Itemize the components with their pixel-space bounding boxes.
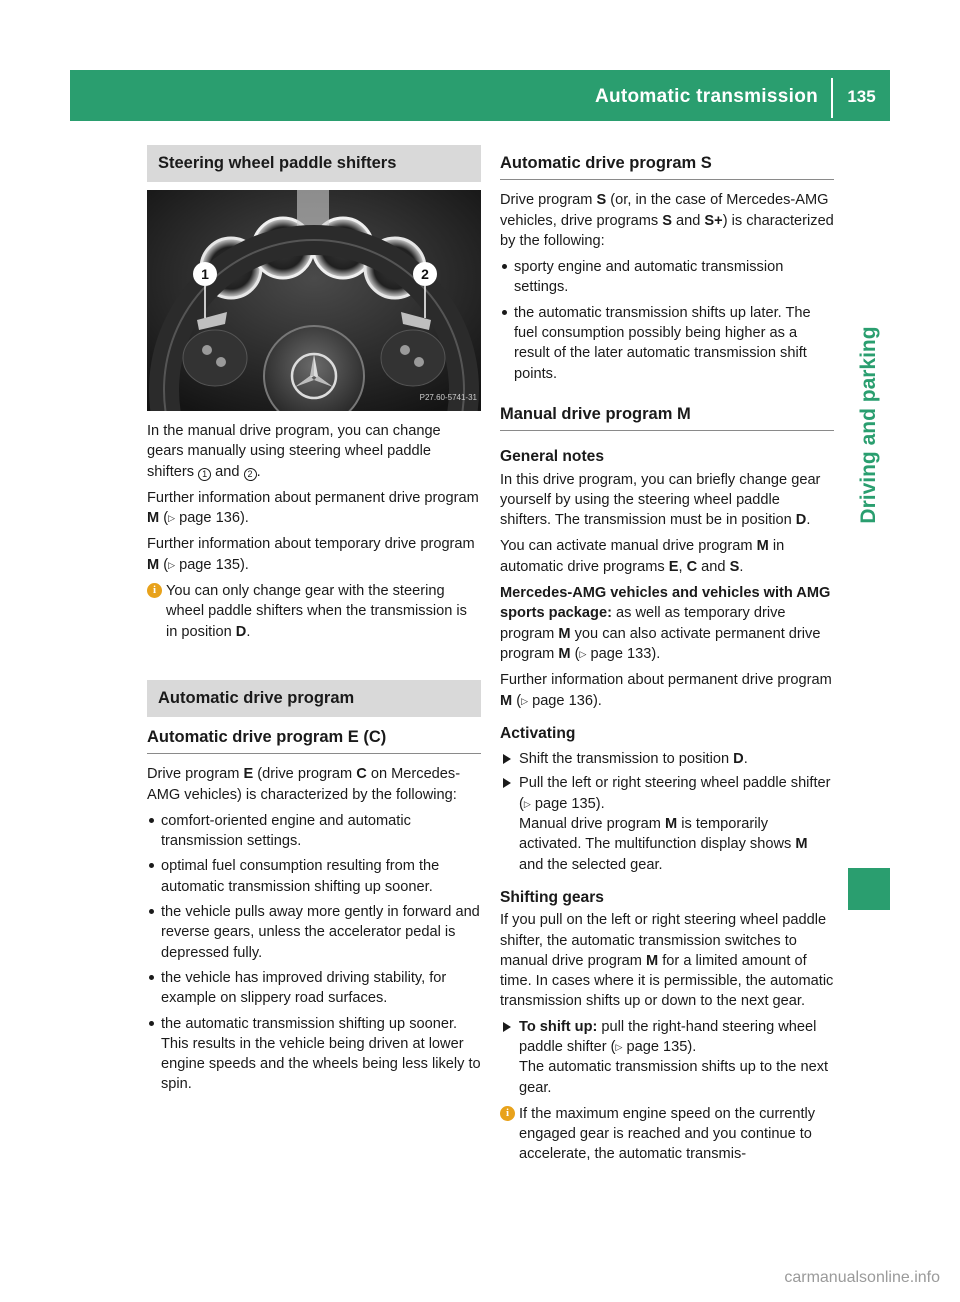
triangle-icon: ▷ <box>168 513 176 524</box>
section-side-tab <box>848 868 890 910</box>
page-ref-136[interactable]: page 136). <box>179 510 249 527</box>
info-icon: i <box>500 1106 515 1121</box>
program-e-bullet-list <box>147 811 481 1095</box>
page-number: 135 <box>847 87 876 106</box>
page-ref-135[interactable]: page 135). <box>179 556 249 573</box>
page-ref-133[interactable]: page 133). <box>590 645 661 662</box>
right-column <box>500 145 834 1165</box>
program-s-bullet-list <box>500 257 834 384</box>
paragraph-program-e: Drive program E (drive program C on Mercedes-AMG vehicles) is characterized by the following: <box>147 766 461 803</box>
subsection-title-general-notes: General notes <box>500 448 604 466</box>
paragraph-general-1: In this drive program, you can briefly change gear yourself by using the steering wheel paddle shifters. The transmission must be in position D. <box>500 471 821 529</box>
info-icon: i <box>147 583 162 598</box>
activating-steps <box>500 749 834 875</box>
page-header <box>70 70 890 121</box>
subsection-title-shifting-gears: Shifting gears <box>500 888 604 906</box>
subsection-title-program-e: Automatic drive program E (C) <box>147 721 481 754</box>
triangle-icon: ▷ <box>615 1041 623 1052</box>
info-note-max-speed: i If the maximum engine speed on the currently engaged gear is reached and you continue to accelerate, the automatic transmis- <box>500 1104 834 1165</box>
list-item: the automatic transmission shifts up later. The fuel consumption possibly being higher as a result of the later automatic transmission shift points. <box>500 303 834 384</box>
paragraph-temporary-ref: Further information about temporary drive program M (▷ page 135). <box>147 536 475 573</box>
list-item: the vehicle has improved driving stability, for example on slippery road surfaces. <box>147 968 481 1009</box>
triangle-icon: ▷ <box>521 695 529 706</box>
circled-2-icon: 2 <box>244 468 257 481</box>
shifting-steps <box>500 1017 834 1098</box>
step-item: Pull the left or right steering wheel paddle shifter (▷ page 135). Manual drive program M is temporarily activated. The multifunction display shows M and the selected gear. <box>500 773 834 874</box>
paragraph-general-4: Further information about permanent drive program M (▷ page 136). <box>500 672 832 709</box>
list-item: the vehicle pulls away more gently in forward and reverse gears, unless the accelerator pedal is depressed fully. <box>147 902 481 963</box>
left-column <box>147 145 481 1100</box>
section-title-program-s: Automatic drive program S <box>500 145 834 180</box>
paragraph-program-s: Drive program S (or, in the case of Mercedes-AMG vehicles, drive programs S and S+) is characterized by the following: <box>500 192 834 249</box>
step-item: To shift up: pull the right-hand steering wheel paddle shifter (▷ page 135). The automatic transmission shifts up to the next gear. <box>500 1017 834 1098</box>
steering-wheel-figure <box>147 190 481 411</box>
callout-2: 2 <box>421 266 429 282</box>
paragraph-paddle-intro: In the manual drive program, you can change gears manually using steering wheel paddle shifters 1 and 2 . <box>147 423 441 480</box>
paragraph-general-3: Mercedes-AMG vehicles and vehicles with AMG sports package: as well as temporary drive program M you can also activate permanent drive program M (▷ page 133). <box>500 585 831 662</box>
info-note-paddle: i You can only change gear with the steering wheel paddle shifters when the transmission is in position D. <box>147 581 481 642</box>
chapter-title: Automatic transmission <box>594 86 818 107</box>
callout-1: 1 <box>201 266 209 282</box>
triangle-icon: ▷ <box>168 559 176 570</box>
section-title-paddle-shifters: Steering wheel paddle shifters <box>147 145 481 182</box>
list-item: comfort-oriented engine and automatic transmission settings. <box>147 811 481 852</box>
list-item: the automatic transmission shifting up sooner. This results in the vehicle being driven at lower engine speeds and the wheels being less likely to spin. <box>147 1014 481 1095</box>
section-title-program-m: Manual drive program M <box>500 398 834 431</box>
paragraph-shifting: If you pull on the left or right steering wheel paddle shifter, the automatic transmission switches to manual drive program M for a limited amount of time. In cases where it is permissible, the automatic transmission shifts up or down to the next gear. <box>500 912 834 1010</box>
triangle-icon: ▷ <box>523 798 531 809</box>
page-ref-135[interactable]: page 135). <box>626 1038 697 1055</box>
section-title-automatic-drive: Automatic drive program <box>147 680 481 717</box>
paragraph-general-2: You can activate manual drive program M in automatic drive programs E, C and S. <box>500 538 785 575</box>
list-item: optimal fuel consumption resulting from the automatic transmission shifting up sooner. <box>147 856 481 897</box>
watermark: carmanualsonline.info <box>784 1269 940 1286</box>
page-ref-136[interactable]: page 136). <box>532 692 602 709</box>
circled-1-icon: 1 <box>198 468 211 481</box>
page-ref-135[interactable]: page 135). <box>534 795 605 812</box>
section-side-label: Driving and parking <box>856 326 880 524</box>
figure-code: P27.60-5741-31 <box>419 392 477 402</box>
subsection-title-activating: Activating <box>500 724 576 742</box>
list-item: sporty engine and automatic transmission settings. <box>500 257 834 298</box>
triangle-icon: ▷ <box>579 648 587 659</box>
step-item: Shift the transmission to position D. <box>500 749 834 769</box>
paragraph-permanent-ref: Further information about permanent drive program M (▷ page 136). <box>147 489 479 527</box>
steering-wheel-illustration <box>147 190 481 411</box>
